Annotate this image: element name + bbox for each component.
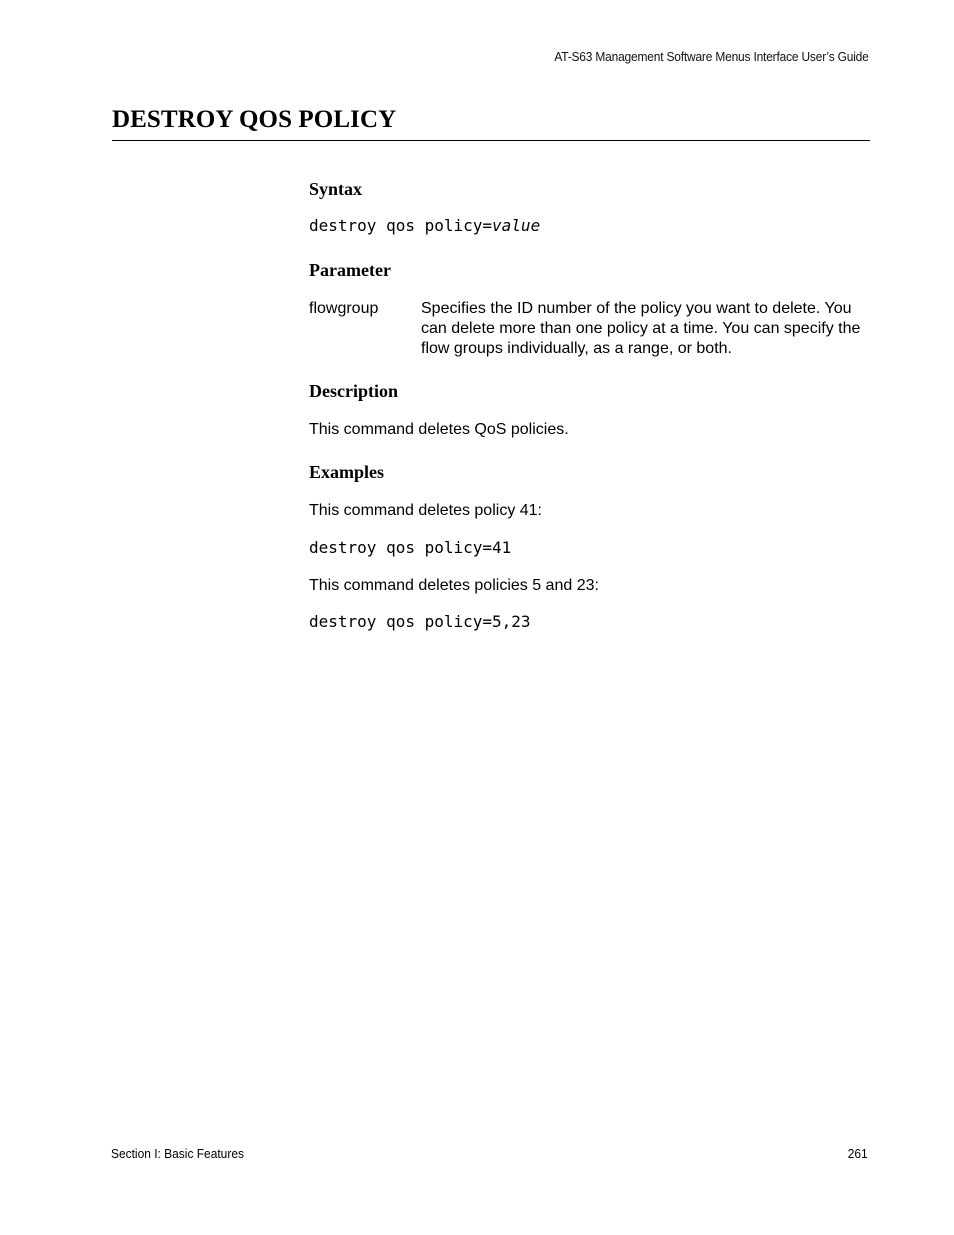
example-command: destroy qos policy=5,23: [309, 612, 531, 631]
example-intro: This command deletes policies 5 and 23:: [309, 577, 599, 594]
running-header: AT-S63 Management Software Menus Interface User’s Guide: [554, 49, 869, 64]
example-command: destroy qos policy=41: [309, 538, 512, 557]
title-divider: [112, 140, 870, 141]
description-text: This command deletes QoS policies.: [309, 421, 569, 438]
parameter-heading: Parameter: [309, 260, 391, 280]
description-heading: Description: [309, 381, 398, 401]
syntax-command: [309, 216, 540, 235]
syntax-variable: value: [492, 216, 541, 235]
parameter-description: Specifies the ID number of the policy you want to delete. You can delete more than one policy at a time. You can specify the flow groups individually, as a range, or both.: [421, 300, 861, 357]
syntax-heading: Syntax: [309, 179, 363, 199]
examples-heading: Examples: [309, 462, 385, 482]
footer-section: Section I: Basic Features: [111, 1146, 244, 1161]
footer-page-number: 261: [848, 1146, 868, 1161]
page-title: DESTROY QOS POLICY: [112, 106, 397, 133]
syntax-command-text: destroy qos policy=: [309, 216, 493, 235]
example-intro: This command deletes policy 41:: [309, 502, 542, 519]
parameter-name: flowgroup: [309, 300, 379, 317]
